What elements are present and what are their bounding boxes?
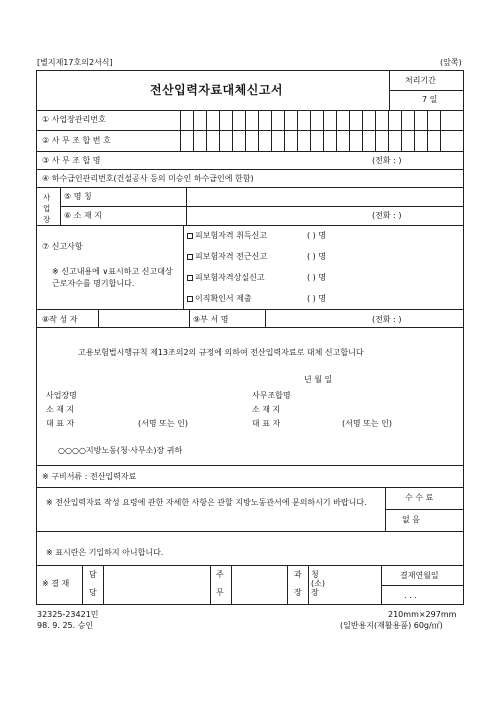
checkbox-loss[interactable] xyxy=(187,275,193,281)
workplace-name-sign: 사업장명 xyxy=(46,391,77,400)
footer-size: 210mm×297mm xyxy=(388,610,457,619)
workplace-name-label: ⑤ 명 칭 xyxy=(64,192,92,201)
workplace-signature: (서명 또는 인) xyxy=(138,419,188,428)
workplace-phone: (전화 : ) xyxy=(372,211,402,220)
association-name-label: ③ 사 무 조 합 명 xyxy=(42,156,101,165)
author-label: ⑧작 성 자 xyxy=(42,315,78,324)
report-items-label: ⑦ 신고사항 xyxy=(42,242,83,251)
association-name-sign: 사무조합명 xyxy=(252,391,291,400)
approval-label: ※ 결 재 xyxy=(42,579,70,588)
report-items-note: ※ 신고내용에 ∨표시하고 신고대상 근로자수를 명기합니다. xyxy=(52,267,173,288)
required-docs: ※ 구비서류 : 전산입력자료 xyxy=(42,472,137,481)
association-phone: (전화 : ) xyxy=(372,156,402,165)
footer-code: 32325-23421민 xyxy=(37,610,99,619)
workplace-label: 사 업 장 xyxy=(43,193,51,224)
option-acquisition-count: ( ) 명 xyxy=(307,231,327,240)
department-phone: (전화 : ) xyxy=(372,315,402,324)
notice-text: ※ 표시란은 기입하지 아니합니다. xyxy=(46,548,164,557)
side-note: (앞쪽) xyxy=(440,58,462,67)
form-number: [별지제17호의2서식] xyxy=(37,58,113,67)
processing-period-value: 7 일 xyxy=(422,95,438,104)
checkbox-separation[interactable] xyxy=(187,296,193,302)
fee-label: 수 수 료 xyxy=(405,493,434,502)
approval-col-staff: 담 당 xyxy=(89,570,97,597)
workplace-number-label: ① 사업장관리번호 xyxy=(42,115,106,124)
approval-date-label: 결재연월일 xyxy=(400,571,439,580)
checkbox-acquisition[interactable] xyxy=(187,233,193,239)
option-loss[interactable]: 피보험자격상실신고 xyxy=(187,274,265,282)
processing-period-label: 처리기간 xyxy=(405,76,436,85)
association-rep-sign: 대 표 자 xyxy=(252,419,281,428)
approval-col-officer: 주 무 xyxy=(216,570,224,597)
option-transfer[interactable]: 피보험자격 전근신고 xyxy=(187,253,267,261)
recipient: ○○○○지방노동(청·사무소)장 귀하 xyxy=(58,446,183,455)
footer-paper: (일반용지(재활용품) 60g/㎡) xyxy=(340,621,443,630)
option-loss-count: ( ) 명 xyxy=(307,273,327,282)
inquiry-text: ※ 전산입력자료 작성 요령에 관한 자세한 사항은 관할 지방노동관서에 문의하시기 바랍니다. xyxy=(46,498,367,507)
workplace-addr-sign: 소 재 지 xyxy=(46,405,75,414)
option-transfer-count: ( ) 명 xyxy=(307,252,327,261)
approval-col-section-chief: 과 장 xyxy=(294,570,302,597)
approval-date-value: . . . xyxy=(404,591,417,600)
fee-value: 없 음 xyxy=(402,515,420,524)
workplace-address-label: ⑥ 소 재 지 xyxy=(64,211,102,220)
approval-col-director: 청 (소) 장 xyxy=(311,570,325,597)
department-label: ⑨부 서 명 xyxy=(193,315,229,324)
option-acquisition[interactable]: 피보험자격 취득신고 xyxy=(187,232,267,240)
option-separation-count: ( ) 명 xyxy=(307,294,327,303)
footer-approved: 98. 9. 25. 승인 xyxy=(37,621,94,630)
association-number-label: ② 사 무 조 합 번 호 xyxy=(42,136,111,145)
checkbox-transfer[interactable] xyxy=(187,254,193,260)
declaration-date: 년 월 일 xyxy=(304,375,333,384)
declaration-text: 고용보험법시행규칙 제13조의2의 규정에 의하여 전산입력자료로 대체 신고합니다 xyxy=(78,348,364,357)
workplace-rep-sign: 대 표 자 xyxy=(46,419,75,428)
association-addr-sign: 소 재 지 xyxy=(252,405,281,414)
option-separation[interactable]: 이직확인서 제출 xyxy=(187,295,252,303)
subcontractor-number-label: ④ 하수급인관리번호(건설공사 등의 미승인 하수급인에 한함) xyxy=(42,174,254,183)
page-title: 전산입력자료대체신고서 xyxy=(150,83,284,97)
association-signature: (서명 또는 인) xyxy=(342,419,392,428)
